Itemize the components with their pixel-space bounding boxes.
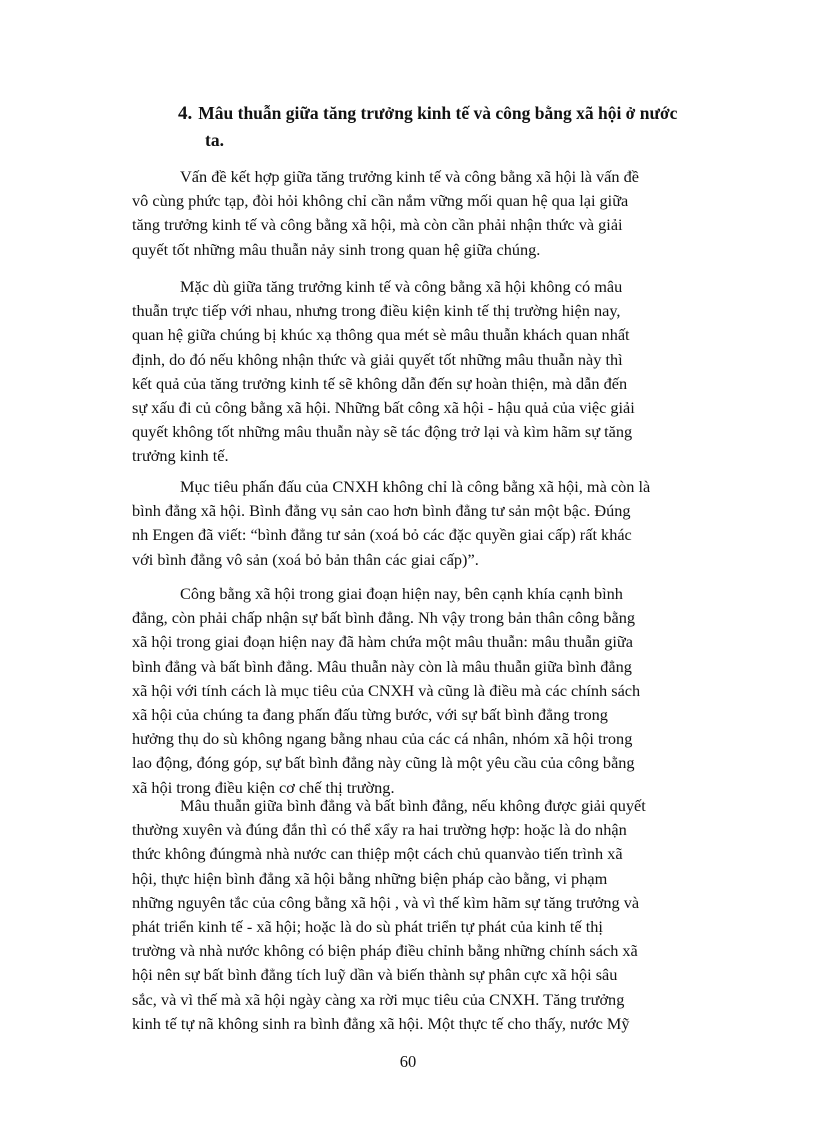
- paragraph-line: quyết tốt những mâu thuẫn nảy sinh trong quan hệ giữa chúng.: [132, 239, 541, 259]
- paragraph-line: Vấn đề kết hợp giữa tăng trưởng kinh tế và công bằng xã hội là vấn đề: [180, 167, 639, 186]
- paragraph-line: quyết không tốt những mâu thuẫn này sẽ tác động trở lại và kìm hãm sự tăng: [132, 422, 633, 442]
- paragraph-4: [132, 582, 724, 800]
- paragraph-line: những nguyên tắc của công bằng xã hội , và vì thế kìm hãm sự tăng trưởng và: [132, 892, 640, 912]
- paragraph-line: với bình đẳng vô sản (xoá bỏ bản thân các giai cấp)”.: [132, 549, 479, 569]
- paragraph-line: thức không đúngmà nhà nước can thiệp một cách chủ quanvào tiến trình xã: [132, 844, 623, 864]
- paragraph-line: sự xấu đi củ công bằng xã hội. Những bất công xã hội - hậu quả của việc giải: [132, 398, 635, 418]
- section-heading: [178, 100, 738, 154]
- paragraph-line: hội, thực hiện bình đẳng xã hội bằng những biện pháp cào bằng, vi phạm: [132, 868, 608, 888]
- paragraph-line: quan hệ giữa chúng bị khúc xạ thông qua mét sè mâu thuẫn khách quan nhất: [132, 325, 630, 345]
- paragraph-line: kinh tế tự nã không sinh ra bình đẳng xã hội. Một thực tế cho thấy, nước Mỹ: [132, 1013, 630, 1033]
- paragraph-line: thường xuyên và đúng đắn thì có thể xẩy ra hai trường hợp: hoặc là do nhận: [132, 820, 627, 840]
- paragraph-line: tăng trưởng kinh tế và công bằng xã hội, mà còn cần phải nhận thức và giải: [132, 215, 623, 235]
- paragraph-line: lao động, đóng góp, sự bất bình đẳng này cũng là một yêu cầu của công bằng: [132, 753, 635, 773]
- paragraph-line: sắc, và vì thế mà xã hội ngày càng xa rời mục tiêu của CNXH. Tăng trưởng: [132, 989, 625, 1009]
- paragraph-line: bình đẳng xã hội. Bình đẳng vụ sản cao hơn bình đẳng tư sản một bậc. Đúng: [132, 501, 631, 521]
- paragraph-line: vô cùng phức tạp, đòi hỏi không chỉ cần nắm vững mối quan hệ qua lại giữa: [132, 191, 629, 211]
- paragraph-line: xã hội của chúng ta đang phấn đấu từng bước, với sự bất bình đẳng trong: [132, 705, 608, 725]
- paragraph-line: đẳng, còn phải chấp nhận sự bất bình đẳng. Nh vậy trong bản thân công bằng: [132, 608, 636, 628]
- paragraph-line: thuẫn trực tiếp với nhau, nhưng trong điều kiện kinh tế thị trường hiện nay,: [132, 301, 621, 321]
- paragraph-1: [132, 165, 724, 262]
- paragraph-line: bình đẳng và bất bình đẳng. Mâu thuẫn này còn là mâu thuẫn giữa bình đẳng: [132, 656, 632, 676]
- paragraph-line: xã hội trong điều kiện cơ chế thị trường.: [132, 777, 395, 797]
- paragraph-line: Công bằng xã hội trong giai đoạn hiện nay, bên cạnh khía cạnh bình: [180, 584, 623, 603]
- paragraph-line: xã hội với tính cách là mục tiêu của CNXH và cũng là điều mà các chính sách: [132, 680, 641, 700]
- paragraph-line: Mục tiêu phấn đấu của CNXH không chỉ là công bằng xã hội, mà còn là: [180, 477, 651, 496]
- section-title-line-2: ta.: [205, 130, 224, 150]
- paragraph-3: [132, 475, 724, 572]
- paragraph-line: định, do đó nếu không nhận thức và giải quyết tốt những mâu thuẫn này thì: [132, 349, 623, 369]
- paragraph-line: Mặc dù giữa tăng trưởng kinh tế và công bằng xã hội không có mâu: [180, 277, 623, 296]
- paragraph-line: phát triển kinh tế - xã hội; hoặc là do sù phát triển tự phát của kinh tế thị: [132, 917, 603, 937]
- paragraph-line: xã hội trong giai đoạn hiện nay đã hàm chứa một mâu thuẫn: mâu thuẫn giữa: [132, 632, 633, 652]
- paragraph-line: trưởng kinh tế.: [132, 446, 229, 466]
- paragraph-line: hội nên sự bất bình đẳng tích luỹ dần và biến thành sự phân cực xã hội sâu: [132, 965, 618, 985]
- paragraph-2: [132, 275, 724, 469]
- paragraph-5: [132, 794, 724, 1036]
- paragraph-line: hưởng thụ do sù không ngang bằng nhau của các cá nhân, nhóm xã hội trong: [132, 729, 633, 749]
- paragraph-line: nh Engen đã viết: “bình đẳng tư sản (xoá bỏ các đặc quyền giai cấp) rất khác: [132, 525, 632, 545]
- page-number: 60: [399, 1052, 417, 1071]
- paragraph-line: trường và nhà nước không có biện pháp điều chỉnh bằng những chính sách xã: [132, 941, 638, 961]
- section-title-line-1: Mâu thuẫn giữa tăng trưởng kinh tế và công bằng xã hội ở nước: [198, 103, 678, 123]
- paragraph-line: kết quả của tăng trưởng kinh tế sẽ không dẫn đến sự hoàn thiện, mà dẫn đến: [132, 373, 628, 393]
- paragraph-line: Mâu thuẫn giữa bình đẳng và bất bình đẳng, nếu không được giải quyết: [180, 796, 646, 815]
- section-number: 4.: [178, 103, 193, 124]
